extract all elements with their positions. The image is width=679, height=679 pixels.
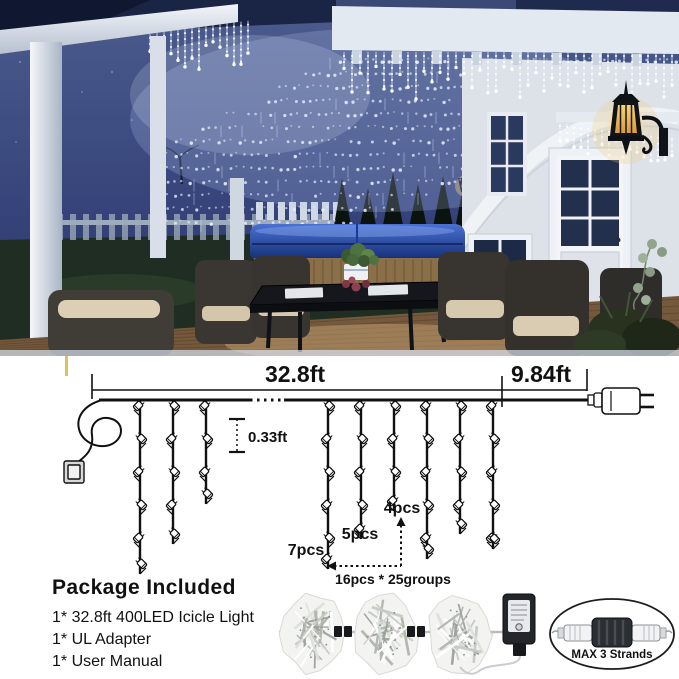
gable-window: [487, 112, 527, 196]
light-string-bundles: [279, 593, 493, 675]
power-plug: [588, 388, 654, 414]
package-title: Package Included: [52, 576, 236, 599]
package-item-lights: 1* 32.8ft 400LED Icicle Light: [52, 609, 254, 626]
wicker-chair-right-back: [438, 252, 510, 340]
plug-lead-label: 9.84ft: [510, 361, 572, 387]
package-item-adapter: 1* UL Adapter: [52, 631, 152, 648]
main-wire: [78, 400, 590, 462]
long-drop-label: 7pcs: [287, 542, 325, 559]
napkin: [368, 284, 408, 295]
wicker-chair-front-left: [48, 290, 174, 356]
spacing-indicator: [229, 419, 245, 452]
drop-spacing-label: 0.33ft: [248, 429, 288, 446]
dimension-diagram: [0, 355, 679, 600]
group-count-label: 16pcs * 25groups: [335, 571, 451, 587]
medium-drop-label: 5pcs: [341, 526, 379, 543]
max-strands-badge: [548, 597, 676, 671]
max-strands-label: MAX 3 Strands: [571, 649, 653, 661]
napkin: [285, 287, 323, 298]
wicker-chair-back-left: [195, 260, 257, 344]
lead-cord-coil: [78, 400, 121, 462]
package-item-manual: 1* User Manual: [52, 653, 163, 670]
total-length-label: 32.8ft: [264, 361, 326, 387]
pergola-beam-right: [332, 6, 679, 54]
light-bundle: [429, 596, 493, 674]
pergola-post-middle: [150, 36, 166, 258]
door-handle: [616, 238, 621, 243]
light-bundles-photo: [275, 588, 565, 679]
package-included-section: [52, 576, 312, 673]
photo-artifact-line: [65, 356, 68, 376]
female-connector-end: [64, 461, 84, 483]
short-drop-label: 4pcs: [383, 500, 421, 517]
